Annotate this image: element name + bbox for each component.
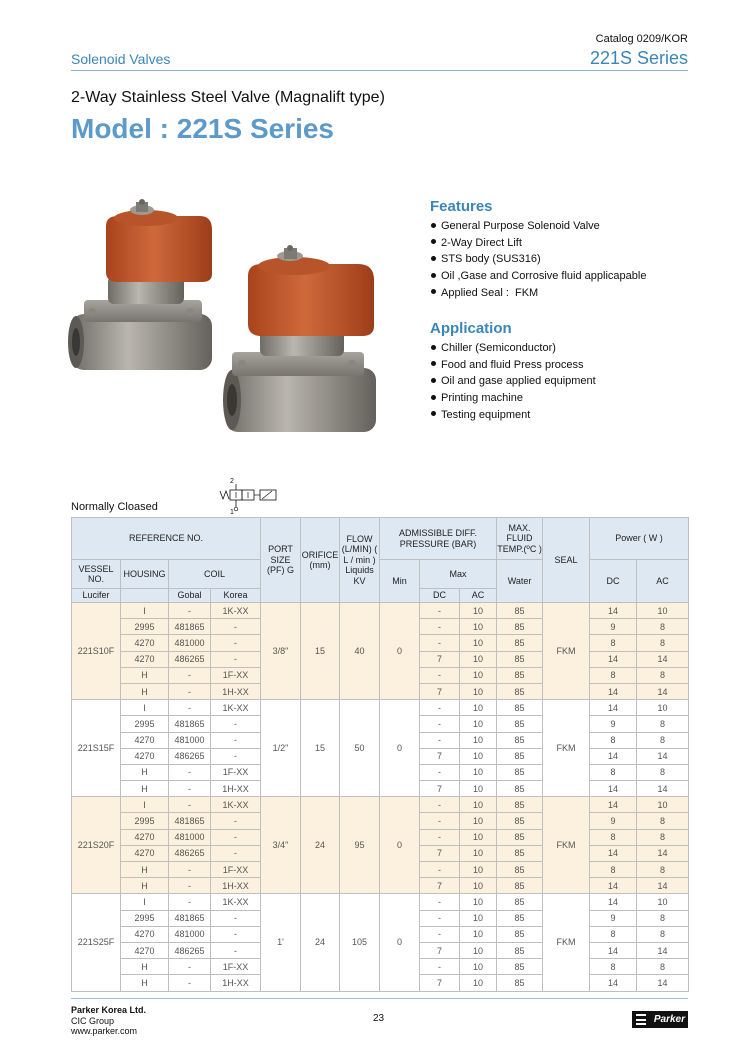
valve-front: [223, 245, 376, 432]
power-dc-cell: 14: [590, 603, 637, 619]
header-max: Max: [420, 560, 497, 589]
max-ac-cell: 10: [460, 781, 497, 797]
valve-photo: [62, 196, 380, 442]
seal-cell: FKM: [543, 797, 590, 894]
coil-gobal-cell: -: [169, 683, 211, 699]
coil-gobal-cell: 481000: [169, 635, 211, 651]
header-port-size: PORT SIZE (PF) G: [261, 518, 301, 603]
port-size-cell: 3/8": [261, 603, 301, 700]
coil-korea-cell: -: [211, 716, 261, 732]
header-blank: [121, 589, 169, 603]
spec-table-body: [72, 603, 689, 992]
max-dc-cell: 7: [420, 651, 460, 667]
power-dc-cell: 8: [590, 732, 637, 748]
power-ac-cell: 10: [637, 603, 689, 619]
max-ac-cell: 10: [460, 878, 497, 894]
coil-gobal-cell: -: [169, 603, 211, 619]
max-dc-cell: -: [420, 862, 460, 878]
list-item: Chiller (Semiconductor): [430, 340, 596, 357]
housing-cell: H: [121, 975, 169, 991]
coil-gobal-cell: 481865: [169, 813, 211, 829]
list-item: Printing machine: [430, 390, 596, 407]
features-list: [430, 218, 646, 301]
header-seal: SEAL: [543, 518, 590, 603]
coil-gobal-cell: 481000: [169, 732, 211, 748]
power-dc-cell: 14: [590, 781, 637, 797]
housing-cell: H: [121, 959, 169, 975]
power-dc-cell: 8: [590, 764, 637, 780]
power-dc-cell: 14: [590, 894, 637, 910]
power-dc-cell: 8: [590, 829, 637, 845]
power-dc-cell: 8: [590, 635, 637, 651]
coil-korea-cell: -: [211, 845, 261, 861]
max-dc-cell: -: [420, 732, 460, 748]
power-ac-cell: 14: [637, 781, 689, 797]
company-website[interactable]: www.parker.com: [71, 1026, 138, 1036]
housing-cell: H: [121, 878, 169, 894]
max-dc-cell: -: [420, 813, 460, 829]
port-1-label: 1: [230, 509, 234, 516]
coil-korea-cell: 1K-XX: [211, 797, 261, 813]
product-subtitle: 2-Way Stainless Steel Valve (Magnalift type): [71, 89, 385, 106]
header-vessel: VESSEL NO.: [72, 560, 121, 589]
header-coil: COIL: [169, 560, 261, 589]
max-ac-cell: 10: [460, 651, 497, 667]
power-ac-cell: 8: [637, 764, 689, 780]
water-temp-cell: 85: [497, 845, 543, 861]
power-ac-cell: 14: [637, 878, 689, 894]
housing-cell: H: [121, 764, 169, 780]
application-list: [430, 340, 596, 423]
flow-cell: 95: [340, 797, 380, 894]
power-ac-cell: 8: [637, 910, 689, 926]
max-dc-cell: -: [420, 603, 460, 619]
table-row: [72, 797, 689, 813]
header-min: Min: [380, 560, 420, 603]
coil-gobal-cell: -: [169, 764, 211, 780]
housing-cell: H: [121, 667, 169, 683]
max-dc-cell: 7: [420, 975, 460, 991]
max-ac-cell: 10: [460, 845, 497, 861]
list-item: Applied Seal : FKM: [430, 285, 646, 302]
header-flow: FLOW (L/MIN) ( L / min ) Liquids KV: [340, 518, 380, 603]
coil-gobal-cell: -: [169, 862, 211, 878]
coil-gobal-cell: -: [169, 781, 211, 797]
coil-korea-cell: -: [211, 829, 261, 845]
list-item: Oil ,Gase and Corrosive fluid applicapable: [430, 268, 646, 285]
max-dc-cell: -: [420, 910, 460, 926]
power-ac-cell: 8: [637, 926, 689, 942]
housing-cell: I: [121, 700, 169, 716]
min-pressure-cell: 0: [380, 700, 420, 797]
power-dc-cell: 8: [590, 862, 637, 878]
orifice-cell: 24: [301, 894, 340, 991]
power-ac-cell: 8: [637, 829, 689, 845]
list-item: General Purpose Solenoid Valve: [430, 218, 646, 235]
housing-cell: I: [121, 797, 169, 813]
max-ac-cell: 10: [460, 910, 497, 926]
header-power-dc: DC: [590, 560, 637, 603]
max-ac-cell: 10: [460, 732, 497, 748]
company-name: Parker Korea Ltd.: [71, 1005, 147, 1015]
max-dc-cell: -: [420, 716, 460, 732]
flow-cell: 50: [340, 700, 380, 797]
min-pressure-cell: 0: [380, 603, 420, 700]
bullet-icon: [431, 289, 436, 294]
max-dc-cell: -: [420, 829, 460, 845]
power-dc-cell: 14: [590, 797, 637, 813]
coil-gobal-cell: -: [169, 894, 211, 910]
max-ac-cell: 10: [460, 894, 497, 910]
water-temp-cell: 85: [497, 862, 543, 878]
power-dc-cell: 14: [590, 683, 637, 699]
power-ac-cell: 8: [637, 862, 689, 878]
housing-cell: 4270: [121, 845, 169, 861]
max-ac-cell: 10: [460, 797, 497, 813]
power-dc-cell: 14: [590, 748, 637, 764]
coil-gobal-cell: 486265: [169, 651, 211, 667]
application-heading: Application: [430, 320, 512, 337]
orifice-cell: 15: [301, 603, 340, 700]
header-divider: [71, 70, 688, 71]
header-max-temp: MAX. FLUID TEMP.(ºC ): [497, 518, 543, 560]
max-ac-cell: 10: [460, 829, 497, 845]
table-row: [72, 603, 689, 619]
water-temp-cell: 85: [497, 651, 543, 667]
max-ac-cell: 10: [460, 683, 497, 699]
coil-korea-cell: 1H-XX: [211, 878, 261, 894]
flow-cell: 40: [340, 603, 380, 700]
list-item: STS body (SUS316): [430, 251, 646, 268]
header-orifice: ORIFICE (mm): [301, 518, 340, 603]
coil-korea-cell: 1H-XX: [211, 781, 261, 797]
housing-cell: 4270: [121, 926, 169, 942]
max-dc-cell: 7: [420, 878, 460, 894]
water-temp-cell: 85: [497, 700, 543, 716]
power-ac-cell: 8: [637, 635, 689, 651]
max-dc-cell: 7: [420, 781, 460, 797]
housing-cell: I: [121, 894, 169, 910]
power-ac-cell: 14: [637, 942, 689, 958]
coil-gobal-cell: -: [169, 700, 211, 716]
power-ac-cell: 14: [637, 651, 689, 667]
header-max-dc: DC: [420, 589, 460, 603]
max-dc-cell: -: [420, 797, 460, 813]
max-dc-cell: -: [420, 619, 460, 635]
power-ac-cell: 8: [637, 813, 689, 829]
orifice-cell: 24: [301, 797, 340, 894]
power-dc-cell: 8: [590, 926, 637, 942]
bullet-icon: [431, 273, 436, 278]
page-title: Model : 221S Series: [71, 113, 335, 144]
power-ac-cell: 8: [637, 667, 689, 683]
coil-korea-cell: 1F-XX: [211, 667, 261, 683]
housing-cell: 2995: [121, 813, 169, 829]
coil-gobal-cell: -: [169, 975, 211, 991]
housing-cell: 2995: [121, 716, 169, 732]
coil-korea-cell: -: [211, 748, 261, 764]
power-dc-cell: 8: [590, 959, 637, 975]
header-reference: REFERENCE NO.: [72, 518, 261, 560]
spec-table: [71, 517, 689, 992]
vessel-cell: 221S25F: [72, 894, 121, 991]
max-ac-cell: 10: [460, 635, 497, 651]
water-temp-cell: 85: [497, 748, 543, 764]
housing-cell: 2995: [121, 619, 169, 635]
power-ac-cell: 14: [637, 845, 689, 861]
max-ac-cell: 10: [460, 975, 497, 991]
bullet-icon: [431, 378, 436, 383]
table-caption: Normally Cloased: [71, 501, 158, 513]
housing-cell: H: [121, 781, 169, 797]
table-row: [72, 894, 689, 910]
header-power: Power ( W ): [590, 518, 689, 560]
port-size-cell: 3/4": [261, 797, 301, 894]
header-housing: HOUSING: [121, 560, 169, 589]
water-temp-cell: 85: [497, 813, 543, 829]
coil-gobal-cell: -: [169, 959, 211, 975]
water-temp-cell: 85: [497, 878, 543, 894]
bullet-icon: [431, 411, 436, 416]
power-dc-cell: 9: [590, 716, 637, 732]
max-ac-cell: 10: [460, 926, 497, 942]
valve-symbol-icon: [216, 474, 286, 516]
port-size-cell: 1/2": [261, 700, 301, 797]
coil-korea-cell: 1F-XX: [211, 959, 261, 975]
bullet-icon: [431, 395, 436, 400]
table-row: [72, 700, 689, 716]
coil-korea-cell: 1F-XX: [211, 862, 261, 878]
power-dc-cell: 9: [590, 910, 637, 926]
power-ac-cell: 8: [637, 959, 689, 975]
seal-cell: FKM: [543, 700, 590, 797]
housing-cell: 4270: [121, 748, 169, 764]
water-temp-cell: 85: [497, 732, 543, 748]
max-dc-cell: 7: [420, 845, 460, 861]
orifice-cell: 15: [301, 700, 340, 797]
max-ac-cell: 10: [460, 959, 497, 975]
housing-cell: I: [121, 603, 169, 619]
coil-korea-cell: -: [211, 651, 261, 667]
power-ac-cell: 10: [637, 894, 689, 910]
page-number: 23: [373, 1013, 385, 1024]
max-dc-cell: -: [420, 700, 460, 716]
port-size-cell: 1': [261, 894, 301, 991]
coil-gobal-cell: 481865: [169, 910, 211, 926]
max-dc-cell: -: [420, 926, 460, 942]
max-dc-cell: -: [420, 894, 460, 910]
water-temp-cell: 85: [497, 894, 543, 910]
flow-cell: 105: [340, 894, 380, 991]
max-ac-cell: 10: [460, 716, 497, 732]
housing-cell: 4270: [121, 635, 169, 651]
coil-korea-cell: 1K-XX: [211, 700, 261, 716]
bullet-icon: [431, 361, 436, 366]
vessel-cell: 221S10F: [72, 603, 121, 700]
coil-korea-cell: -: [211, 619, 261, 635]
coil-korea-cell: -: [211, 732, 261, 748]
max-ac-cell: 10: [460, 619, 497, 635]
water-temp-cell: 85: [497, 926, 543, 942]
power-ac-cell: 10: [637, 797, 689, 813]
housing-cell: 4270: [121, 942, 169, 958]
coil-korea-cell: 1K-XX: [211, 603, 261, 619]
coil-korea-cell: 1F-XX: [211, 764, 261, 780]
coil-korea-cell: 1K-XX: [211, 894, 261, 910]
footer-company-block: [71, 1005, 146, 1037]
water-temp-cell: 85: [497, 797, 543, 813]
housing-cell: H: [121, 862, 169, 878]
seal-cell: FKM: [543, 894, 590, 991]
max-ac-cell: 10: [460, 667, 497, 683]
power-dc-cell: 8: [590, 667, 637, 683]
power-dc-cell: 14: [590, 878, 637, 894]
coil-korea-cell: -: [211, 926, 261, 942]
bullet-icon: [431, 345, 436, 350]
housing-cell: 2995: [121, 910, 169, 926]
water-temp-cell: 85: [497, 942, 543, 958]
max-ac-cell: 10: [460, 813, 497, 829]
port-2-label: 2: [230, 478, 234, 485]
coil-gobal-cell: -: [169, 878, 211, 894]
max-ac-cell: 10: [460, 748, 497, 764]
vessel-cell: 221S15F: [72, 700, 121, 797]
water-temp-cell: 85: [497, 764, 543, 780]
power-dc-cell: 14: [590, 942, 637, 958]
header-korea: Korea: [211, 589, 261, 603]
coil-gobal-cell: 481865: [169, 716, 211, 732]
housing-cell: 4270: [121, 651, 169, 667]
seal-cell: FKM: [543, 603, 590, 700]
footer-divider: [71, 998, 688, 999]
max-ac-cell: 10: [460, 862, 497, 878]
coil-gobal-cell: 486265: [169, 748, 211, 764]
max-ac-cell: 10: [460, 700, 497, 716]
power-ac-cell: 14: [637, 683, 689, 699]
power-dc-cell: 14: [590, 700, 637, 716]
header-power-ac: AC: [637, 560, 689, 603]
coil-gobal-cell: -: [169, 667, 211, 683]
power-ac-cell: 10: [637, 700, 689, 716]
housing-cell: H: [121, 683, 169, 699]
catalog-id: Catalog 0209/KOR: [595, 33, 688, 45]
list-item: Oil and gase applied equipment: [430, 373, 596, 390]
power-dc-cell: 14: [590, 975, 637, 991]
parker-logo-text: Parker: [653, 1014, 685, 1025]
housing-cell: 4270: [121, 732, 169, 748]
coil-gobal-cell: 481865: [169, 619, 211, 635]
max-dc-cell: -: [420, 667, 460, 683]
max-dc-cell: 7: [420, 942, 460, 958]
max-dc-cell: -: [420, 635, 460, 651]
coil-korea-cell: -: [211, 942, 261, 958]
valve-back: [68, 199, 212, 370]
max-ac-cell: 10: [460, 603, 497, 619]
max-dc-cell: -: [420, 764, 460, 780]
power-ac-cell: 14: [637, 975, 689, 991]
features-heading: Features: [430, 198, 493, 215]
water-temp-cell: 85: [497, 910, 543, 926]
header-gobal: Gobal: [169, 589, 211, 603]
parker-logo-icon: [636, 1014, 646, 1025]
water-temp-cell: 85: [497, 716, 543, 732]
header-max-ac: AC: [460, 589, 497, 603]
bullet-icon: [431, 256, 436, 261]
max-ac-cell: 10: [460, 764, 497, 780]
power-dc-cell: 9: [590, 619, 637, 635]
power-dc-cell: 14: [590, 651, 637, 667]
water-temp-cell: 85: [497, 667, 543, 683]
water-temp-cell: 85: [497, 829, 543, 845]
series-label: 221S Series: [589, 48, 688, 68]
max-dc-cell: 7: [420, 748, 460, 764]
water-temp-cell: 85: [497, 683, 543, 699]
list-item: 2-Way Direct Lift: [430, 235, 646, 252]
power-ac-cell: 8: [637, 716, 689, 732]
list-item: Testing equipment: [430, 407, 596, 424]
power-dc-cell: 14: [590, 845, 637, 861]
vessel-cell: 221S20F: [72, 797, 121, 894]
category-label: Solenoid Valves: [71, 51, 171, 67]
header-lucifer: Lucifer: [72, 589, 121, 603]
coil-korea-cell: -: [211, 635, 261, 651]
bullet-icon: [431, 239, 436, 244]
coil-korea-cell: 1H-XX: [211, 683, 261, 699]
water-temp-cell: 85: [497, 603, 543, 619]
list-item: Food and fluid Press process: [430, 357, 596, 374]
water-temp-cell: 85: [497, 781, 543, 797]
water-temp-cell: 85: [497, 635, 543, 651]
max-dc-cell: -: [420, 959, 460, 975]
company-group: CIC Group: [71, 1015, 115, 1026]
power-dc-cell: 9: [590, 813, 637, 829]
coil-korea-cell: -: [211, 813, 261, 829]
water-temp-cell: 85: [497, 959, 543, 975]
parker-logo: [632, 1011, 688, 1028]
power-ac-cell: 14: [637, 748, 689, 764]
housing-cell: 4270: [121, 829, 169, 845]
water-temp-cell: 85: [497, 619, 543, 635]
coil-gobal-cell: 486265: [169, 845, 211, 861]
coil-gobal-cell: -: [169, 797, 211, 813]
coil-gobal-cell: 481000: [169, 829, 211, 845]
max-ac-cell: 10: [460, 942, 497, 958]
max-dc-cell: 7: [420, 683, 460, 699]
coil-gobal-cell: 481000: [169, 926, 211, 942]
min-pressure-cell: 0: [380, 894, 420, 991]
coil-korea-cell: 1H-XX: [211, 975, 261, 991]
water-temp-cell: 85: [497, 975, 543, 991]
bullet-icon: [431, 223, 436, 228]
header-water: Water: [497, 560, 543, 603]
power-ac-cell: 8: [637, 619, 689, 635]
coil-gobal-cell: 486265: [169, 942, 211, 958]
power-ac-cell: 8: [637, 732, 689, 748]
coil-korea-cell: -: [211, 910, 261, 926]
min-pressure-cell: 0: [380, 797, 420, 894]
header-pressure: ADMISSIBLE DIFF. PRESSURE (BAR): [380, 518, 497, 560]
